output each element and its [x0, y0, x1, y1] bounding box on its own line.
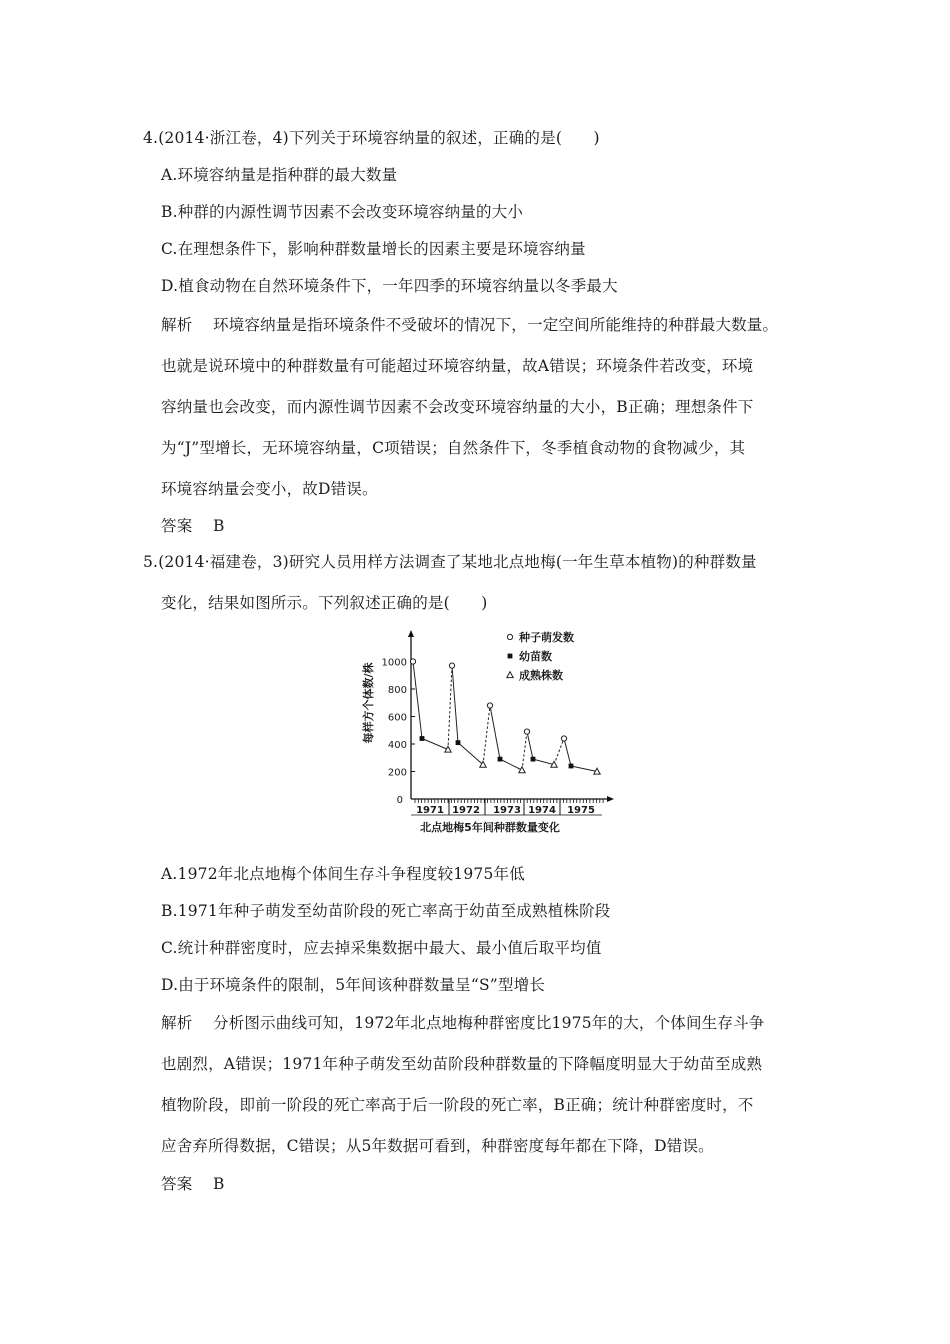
legend-mature-plant-marker — [507, 672, 513, 678]
seedling-point — [420, 736, 425, 741]
stage-line — [490, 706, 500, 760]
q5-option-a: A.1972年北点地梅个体间生存斗争程度较1975年低 — [161, 865, 525, 883]
stage-line — [533, 759, 554, 765]
q4-option-b: B.种群的内源性调节因素不会改变环境容纳量的大小 — [161, 203, 524, 221]
q5-analysis-label: 解析 — [161, 1014, 193, 1032]
seed-germination-point — [410, 659, 415, 664]
year-transition-line — [448, 666, 452, 750]
y-tick-label: 800 — [387, 685, 407, 696]
legend-seedling-label: 幼苗数 — [519, 650, 552, 663]
q4-analysis-line-1 — [161, 313, 778, 335]
stage-line — [564, 739, 571, 767]
mature-plant-point — [519, 767, 525, 773]
stage-line — [458, 743, 483, 765]
q4-answer-value: B — [213, 517, 225, 535]
stage-line — [571, 766, 597, 772]
x-tick-label: 1972 — [452, 805, 480, 816]
q5-answer — [161, 1172, 225, 1194]
y-tick-label: 1000 — [381, 657, 407, 669]
q4-analysis-label: 解析 — [161, 316, 193, 334]
y-tick-label: 400 — [387, 740, 407, 751]
x-axis-arrow — [607, 796, 614, 802]
seed-germination-point — [561, 736, 566, 741]
q4-option-a: A.环境容纳量是指种群的最大数量 — [161, 166, 398, 184]
year-transition-line — [522, 732, 527, 771]
seed-germination-point — [449, 663, 454, 668]
chart-y-axis-label: 每样方个体数/株 — [362, 662, 375, 744]
stage-line — [500, 759, 522, 770]
seedling-point — [569, 764, 574, 769]
q4-option-c: C.在理想条件下，影响种群数量增长的因素主要是环境容纳量 — [161, 240, 586, 258]
seedling-point — [531, 757, 536, 762]
q5-stem-line-2: 变化，结果如图所示。下列叙述正确的是( ) — [161, 594, 488, 612]
q5-option-d: D.由于环境条件的限制，5年间该种群数量呈“S”型增长 — [161, 976, 546, 994]
legend-seedling-marker — [508, 654, 513, 659]
q4-stem: 4.(2014·浙江卷，4)下列关于环境容纳量的叙述，正确的是( ) — [143, 129, 600, 147]
q4-analysis-line-4: 为“J”型增长，无环境容纳量，C项错误；自然条件下，冬季植食动物的食物减少，其 — [161, 439, 746, 457]
seed-germination-point — [487, 703, 492, 708]
q5-analysis-line-4: 应舍弃所得数据，C错误；从5年数据可看到，种群密度每年都在下降，D错误。 — [161, 1137, 714, 1155]
seedling-point — [456, 740, 461, 745]
q4-analysis-text-1: 环境容纳量是指环境条件不受破坏的情况下，一定空间所能维持的种群最大数量。 — [213, 316, 779, 334]
y-tick-label: 600 — [387, 712, 407, 724]
x-tick-label: 1974 — [528, 805, 556, 816]
legend-mature-plant-label: 成熟株数 — [519, 669, 563, 682]
chart-legend — [507, 630, 574, 682]
chart-title: 北点地梅5年间种群数量变化 — [420, 821, 560, 834]
q5-option-c: C.统计种群密度时，应去掉采集数据中最大、最小值后取平均值 — [161, 939, 602, 957]
stage-line — [527, 732, 533, 760]
legend-seed-germination-marker — [507, 634, 512, 639]
q4-analysis-line-2: 也就是说环境中的种群数量有可能超过环境容纳量，故A错误；环境条件若改变，环境 — [161, 357, 754, 375]
q5-analysis-text-1: 分析图示曲线可知，1972年北点地梅种群密度比1975年的大，个体间生存斗争 — [213, 1014, 765, 1032]
mature-plant-point — [445, 746, 451, 752]
chart-lines — [413, 662, 597, 772]
q4-answer — [161, 514, 225, 536]
q5-answer-label: 答案 — [161, 1175, 193, 1193]
seed-germination-point — [524, 729, 529, 734]
x-tick-label: 1973 — [493, 805, 521, 816]
x-tick-label: 1971 — [416, 805, 444, 816]
legend-seed-germination-label: 种子萌发数 — [519, 631, 574, 644]
chart-axes — [382, 630, 614, 816]
q4-answer-label: 答案 — [161, 517, 193, 535]
y-tick-label: 200 — [387, 767, 407, 779]
y-axis-arrow — [408, 630, 414, 637]
x-tick-label: 1975 — [567, 805, 595, 816]
q4-analysis-line-3: 容纳量也会改变，而内源性调节因素不会改变环境容纳量的大小，B正确；理想条件下 — [161, 398, 754, 416]
seedling-point — [498, 757, 503, 762]
year-transition-line — [554, 739, 564, 765]
chart-marks — [410, 659, 600, 774]
stage-line — [452, 666, 458, 743]
q5-option-b: B.1971年种子萌发至幼苗阶段的死亡率高于幼苗至成熟植株阶段 — [161, 902, 611, 920]
q4-option-d: D.植食动物在自然环境条件下，一年四季的环境容纳量以冬季最大 — [161, 277, 618, 295]
y-tick-label: 0 — [396, 795, 403, 806]
q4-analysis-line-5: 环境容纳量会变小，故D错误。 — [161, 480, 378, 498]
q5-analysis-line-3: 植物阶段，即前一阶段的死亡率高于后一阶段的死亡率，B正确；统计种群密度时，不 — [161, 1096, 754, 1114]
q5-analysis-line-2: 也剧烈，A错误；1971年种子萌发至幼苗阶段种群数量的下降幅度明显大于幼苗至成熟 — [161, 1055, 763, 1073]
stage-line — [422, 739, 448, 750]
year-transition-line — [483, 706, 490, 765]
population-chart — [355, 628, 625, 838]
q5-answer-value: B — [213, 1175, 225, 1193]
stage-line — [413, 662, 422, 739]
q5-analysis-line-1 — [161, 1011, 765, 1033]
q5-stem-line-1: 5.(2014·福建卷，3)研究人员用样方法调查了某地北点地梅(一年生草本植物)的种群数量 — [143, 553, 757, 571]
